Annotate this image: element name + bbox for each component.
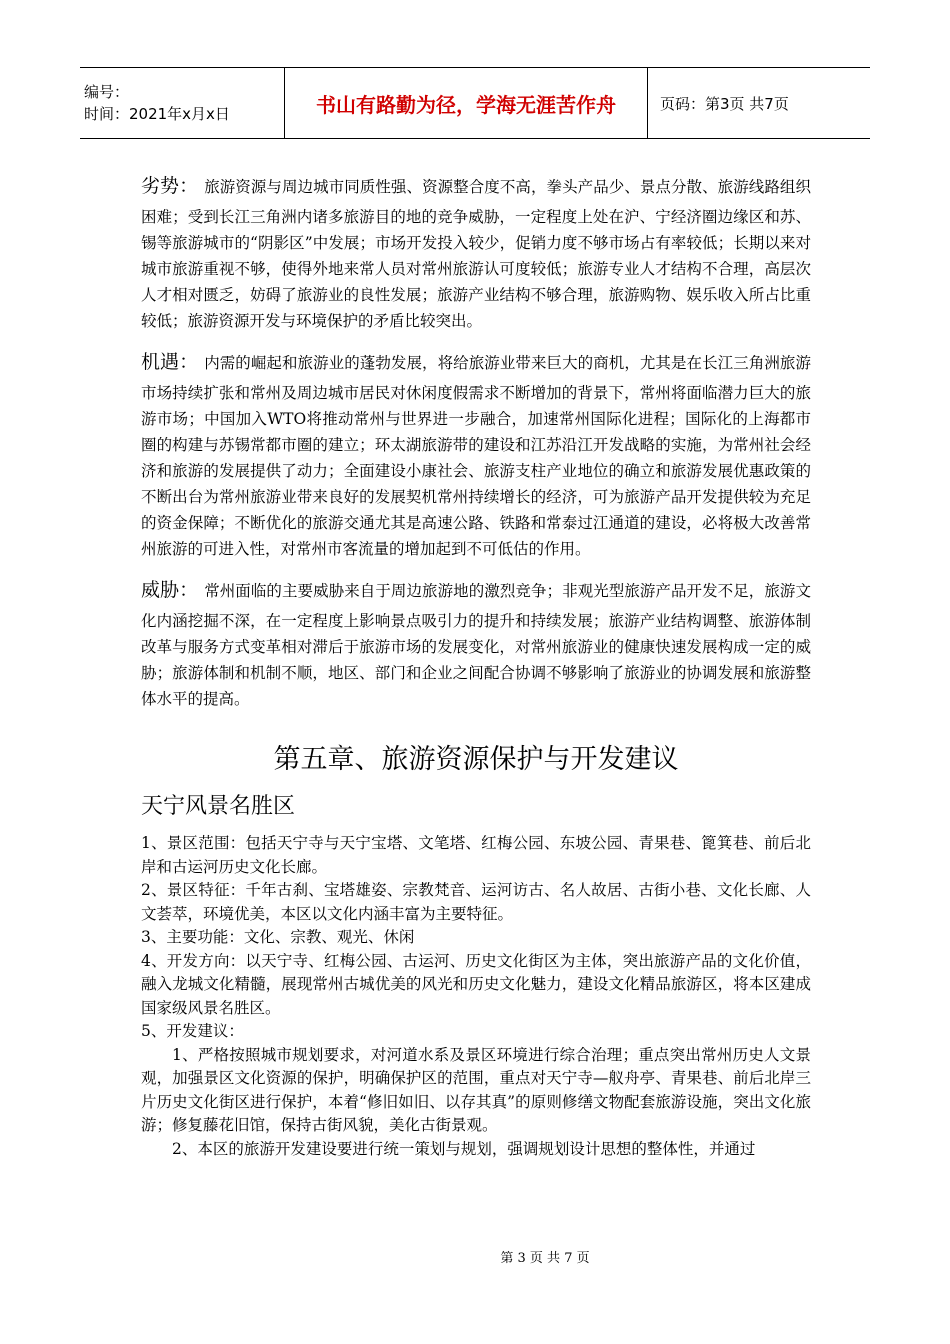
header-meta (80, 68, 285, 138)
header-motto (285, 68, 648, 138)
chapter-title: 第五章、旅游资源保护与开发建议 (273, 744, 679, 775)
list-item: 2、景区特征：千年古刹、宝塔雄姿、宗教梵音、运河访古、名人故居、古街小巷、文化长廊、人文荟萃，环境优美，本区以文化内涵丰富为主要特征。 (141, 881, 811, 923)
swot-weakness (141, 168, 811, 334)
page-footer: 第 3 页 共 7 页 (500, 1251, 590, 1266)
swot-threat-lead: 威胁： (141, 579, 199, 601)
section-title: 天宁风景名胜区 (141, 794, 296, 819)
list-item: 1、景区范围：包括天宁寺与天宁宝塔、文笔塔、红梅公园、东坡公园、青果巷、篦箕巷、前后北岸和古运河历史文化长廊。 (141, 834, 811, 876)
header-date: 时间：2021年x月x日 (84, 105, 230, 123)
swot-threat-text: 常州面临的主要威胁来自于周边旅游地的激烈竞争；非观光型旅游产品开发不足，旅游文化内涵挖掘不深，在一定程度上影响景点吸引力的提升和持续发展；旅游产业结构调整、旅游体制改革与服务方式变革相对滞后于旅游市场的发展变化，对常州旅游业的健康快速发展构成一定的威胁；旅游体制和机制不顺，地区、部门和企业之间配合协调不够影响了旅游业的协调发展和旅游整体水平的提高。 (141, 582, 811, 708)
swot-threat (141, 572, 811, 712)
header-number-label: 编号： (84, 83, 130, 101)
swot-opportunity-lead: 机遇： (141, 351, 199, 373)
sub-list-item: 1、严格按照城市规划要求，对河道水系及景区环境进行综合治理；重点突出常州历史人文景观，加强景区文化资源的保护，明确保护区的范围，重点对天宁寺—舣舟亭、青果巷、前后北岸三片历史文化街区进行保护，本着“修旧如旧、以存其真”的原则修缮文物配套旅游设施，突出文化旅游；修复藤花旧馆，保持古街风貌，美化古街景观。 (141, 1045, 811, 1134)
list-item: 3、主要功能：文化、宗教、观光、休闲 (141, 928, 415, 946)
swot-weakness-text: 旅游资源与周边城市同质性强、资源整合度不高，拳头产品少、景点分散、旅游线路组织困难；受到长江三角洲内诸多旅游目的地的竞争威胁，一定程度上处在沪、宁经济圈边缘区和苏、锡等旅游城市的“阴影区”中发展；市场开发投入较少，促销力度不够市场占有率较低；长期以来对城市旅游重视不够，使得外地来常人员对常州旅游认可度较低；旅游专业人才结构不合理，高层次人才相对匮乏，妨碍了旅游业的良性发展；旅游产业结构不够合理，旅游购物、娱乐收入所占比重较低；旅游资源开发与环境保护的矛盾比较突出。 (141, 178, 811, 330)
page-header (80, 67, 870, 139)
header-page-label: 页码：第3页 共7页 (660, 94, 789, 113)
header-page-info (648, 68, 870, 138)
document-body (141, 168, 811, 1161)
swot-weakness-lead: 劣势： (141, 175, 199, 197)
list-item: 5、开发建议： (141, 1022, 244, 1040)
swot-opportunity-text: 内需的崛起和旅游业的蓬勃发展，将给旅游业带来巨大的商机，尤其是在长江三角洲旅游市场持续扩张和常州及周边城市居民对休闲度假需求不断增加的背景下，常州将面临潜力巨大的旅游市场；中国加入WTO将推动常州与世界进一步融合，加速常州国际化进程；国际化的上海都市圈的构建与苏锡常都市圈的建立；环太湖旅游带的建设和江苏沿江开发战略的实施，为常州社会经济和旅游的发展提供了动力；全面建设小康社会、旅游支柱产业地位的确立和旅游发展优惠政策的不断出台为常州旅游业带来良好的发展契机常州持续增长的经济，可为旅游产品开发提供较为充足的资金保障；不断优化的旅游交通尤其是高速公路、铁路和常泰过江通道的建设，必将极大改善常州旅游的可进入性，对常州市客流量的增加起到不可低估的作用。 (141, 354, 811, 558)
header-motto-text: 书山有路勤为径，学海无涯苦作舟 (316, 92, 616, 117)
list-item: 4、开发方向：以天宁寺、红梅公园、古运河、历史文化街区为主体，突出旅游产品的文化价值，融入龙城文化精髓，展现常州古城优美的风光和历史文化魅力，建设文化精品旅游区，将本区建成国家级风景名胜区。 (141, 951, 811, 1017)
swot-opportunity (141, 344, 811, 562)
sub-list-item: 2、本区的旅游开发建设要进行统一策划与规划，强调规划设计思想的整体性，并通过 (172, 1139, 756, 1158)
